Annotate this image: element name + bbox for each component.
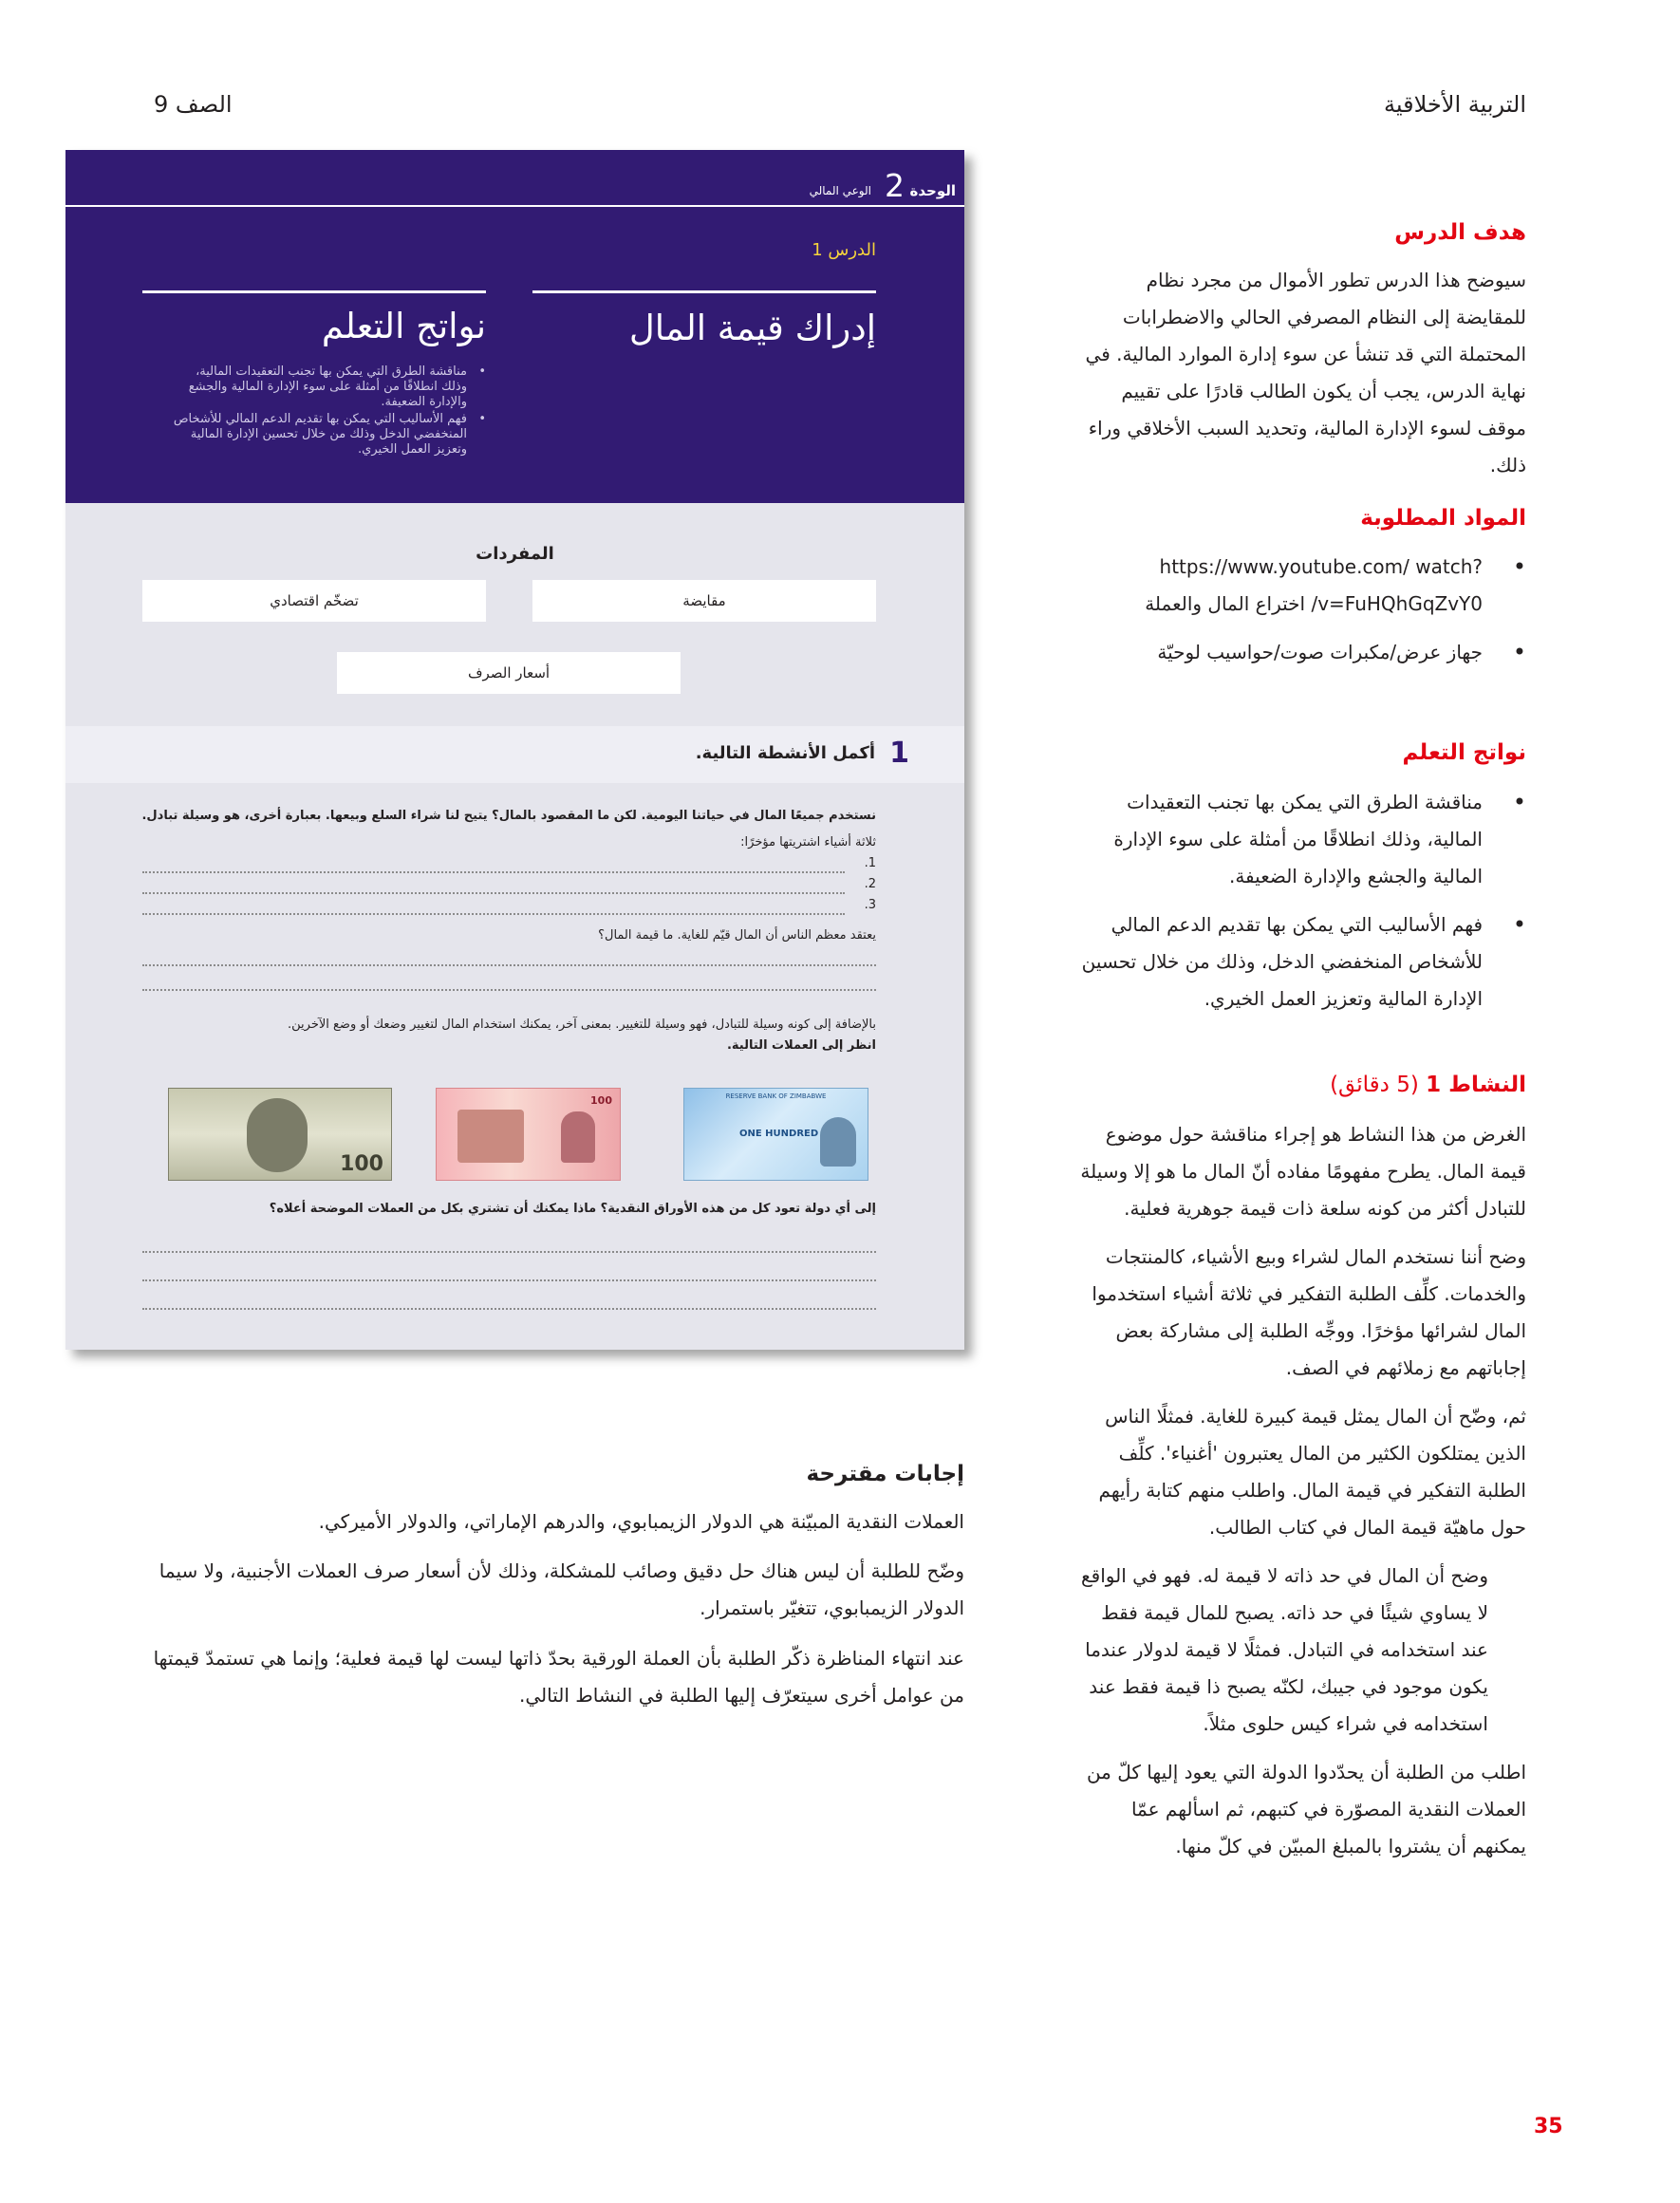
lesson-goal-title: هدف الدرس: [1394, 220, 1526, 245]
three-things-label: ثلاثة أشياء اشتريتها مؤخرًا:: [740, 835, 876, 849]
list-number: 2.: [864, 877, 876, 891]
page-number: 35: [1534, 2115, 1563, 2138]
outcomes-title: نواتج التعلم: [1402, 740, 1526, 765]
grade-header: الصف 9: [154, 91, 233, 118]
materials-item[interactable]: [1076, 549, 1526, 623]
book-outcomes-title: نواتج التعلم: [321, 306, 486, 346]
vocab-barter: مقايضة: [532, 580, 876, 622]
vocabulary-title: المفردات: [476, 544, 554, 564]
materials-list: [1076, 549, 1526, 671]
activity-paragraph: اطلب من الطلبة أن يحدّدوا الدولة التي يعود إليها كلّ من العملات النقدية المصوّرة في كتبهم، ثم اسألهم عمّا يمكنهم أن يشتروا بالمبلغ المبيّن في كلّ منها.: [1086, 1761, 1526, 1858]
activity-title: النشاط 1: [1426, 1073, 1526, 1097]
value-question: يعتقد معظم الناس أن المال قيّم للغاية. ما قيمة المال؟: [598, 928, 876, 943]
answer-line[interactable]: [142, 964, 876, 966]
book-outcomes-list: [173, 364, 486, 457]
unit-label: الوحدة: [909, 182, 956, 199]
answer-line[interactable]: [142, 913, 845, 915]
answer-line[interactable]: [142, 892, 845, 894]
vocab-exchange-rates: أسعار الصرف: [337, 652, 681, 694]
activity-time: (5 دقائق): [1330, 1073, 1419, 1097]
uae-portrait-shape: [561, 1111, 595, 1163]
book-activity-number: 1: [889, 737, 909, 770]
us-dollar-note: [168, 1088, 392, 1181]
book-outcome-item: • فهم الأساليب التي يمكن بها تقديم الدعم المالي للأشخاص المنخفضي الدخل وذلك من خلال تحسين الإدارة المالية وتعزيز العمل الخيري.: [173, 412, 486, 457]
answer-line[interactable]: [142, 1308, 876, 1310]
answer-line[interactable]: [142, 1279, 876, 1281]
lesson-title-rule: [532, 290, 876, 293]
answer-line[interactable]: [142, 989, 876, 991]
unit-divider: [65, 205, 964, 207]
answers-paragraph: عند انتهاء المناظرة ذكّر الطلبة بأن العملة الورقية بحدّ ذاتها ليست لها قيمة فعلية؛ وإنما هي تستمدّ قيمتها من عوامل أخرى سيتعرّف إليها الطلبة في النشاط التالي.: [153, 1647, 964, 1707]
answers-paragraph: العملات النقدية المبيّنة هي الدولار الزيمبابوي، والدرهم الإماراتي، والدولار الأميركي.: [318, 1510, 964, 1533]
vocab-inflation: تضخّم اقتصادي: [142, 580, 486, 622]
unit-name: الوعي المالي: [809, 184, 871, 197]
outcomes-title-rule: [142, 290, 486, 293]
outcome-item: • فهم الأساليب التي يمكن بها تقديم الدعم المالي للأشخاص المنخفضي الدخل، وذلك من خلال تحسين الإدارة المالية وتعزيز العمل الخيري.: [1076, 906, 1526, 1017]
zimbabwe-rock-shape: [820, 1117, 856, 1167]
video-link[interactable]: https://www.youtube.com/ watch?v=FuHQhGqZvY0/ اختراع المال والعملة: [1145, 555, 1483, 615]
outcome-item: • مناقشة الطرق التي يمكن بها تجنب التعقيدات المالية، وذلك انطلاقًا من أمثلة على سوء الإدارة المالية والجشع والإدارة الضعيفة.: [1076, 784, 1526, 895]
lesson-tag: الدرس 1: [812, 240, 876, 260]
answer-line[interactable]: [142, 871, 845, 873]
suggested-answers-title: إجابات مقترحة: [806, 1462, 964, 1486]
answers-paragraph: وضّح للطلبة أن ليس هناك حل دقيق وصائب للمشكلة، وذلك لأن أسعار صرف العملات الأجنبية، ولا سيما الدولار الزيمبابوي، تتغيّر باستمرار.: [159, 1559, 964, 1619]
activity-paragraph: ثم، وضّح أن المال يمثل قيمة كبيرة للغاية. فمثلًا الناس الذين يمتلكون الكثير من المال يعتبرون 'أغنياء'. كلِّف الطلبة التفكير في قيمة المال. واطلب منهم كتابة رأيهم حول ماهيّة قيمة المال في كتاب الطالب.: [1098, 1405, 1526, 1539]
activity-paragraph: الغرض من هذا النشاط هو إجراء مناقشة حول موضوع قيمة المال. يطرح مفهومًا مفاده أنّ المال ما هو إلا وسيلة للتبادل أكثر من كونه سلعة ذات قيمة جوهرية فعلية.: [1080, 1123, 1526, 1220]
us-portrait-shape: [247, 1098, 308, 1172]
activity-paragraphs: [1076, 1116, 1526, 1865]
materials-title: المواد المطلوبة: [1360, 506, 1526, 531]
lesson-title: إدراك قيمة المال: [628, 308, 876, 348]
intro-text: نستخدم جميعًا المال في حياتنا اليومية. لكن ما المقصود بالمال؟ يتيح لنا شراء السلع وبيعها. بعبارة أخرى، هو وسيلة تبادل.: [141, 809, 876, 823]
uae-note-amount: 100: [590, 1094, 612, 1107]
subject-header: التربية الأخلاقية: [1384, 91, 1526, 118]
outcomes-list: [1076, 784, 1526, 1017]
zimbabwe-dollar-note: [683, 1088, 868, 1181]
activity-paragraph: وضح أن المال في حد ذاته لا قيمة له. فهو في الواقع لا يساوي شيئًا في حد ذاته. يصبح للمال قيمة فقط عند استخدامه في التبادل. فمثلًا لا قيمة لدولار عندما يكون موجود في جيبك، لكنّه يصبح ذا قيمة فقط عند استخدامه في شراء كيس حلوى مثلاً.: [1081, 1564, 1488, 1735]
us-note-amount: 100: [340, 1152, 383, 1176]
uae-dirham-note: [436, 1088, 621, 1181]
activity-paragraph: وضح أننا نستخدم المال لشراء وبيع الأشياء، كالمنتجات والخدمات. كلِّف الطلبة التفكير في ثلاثة أشياء استخدموا المال لشرائها مؤخرًا. ووجِّه الطلبة إلى مشاركة بعض إجاباتهم مع زملائهم في الصف.: [1092, 1245, 1526, 1379]
currency-question: إلى أي دولة تعود كل من هذه الأوراق النقدية؟ ماذا يمكنك أن تشتري بكل من العملات الموضحة أعلاه؟: [269, 1202, 876, 1216]
uae-fort-shape: [457, 1110, 524, 1163]
student-book-page: [65, 150, 964, 1350]
zimbabwe-note-header: RESERVE BANK OF ZIMBABWE: [725, 1092, 827, 1100]
list-number: 1.: [864, 856, 876, 870]
lesson-goal-text: سيوضح هذا الدرس تطور الأموال من مجرد نظام للمقايضة إلى النظام المصرفي الحالي والاضطرابات المحتملة التي قد تنشأ عن سوء إدارة الموارد المالية. في نهاية الدرس، يجب أن يكون الطالب قادرًا على تقييم موقف لسوء الإدارة المالية، وتحديد السبب الأخلاقي وراء ذلك.: [1085, 269, 1526, 476]
list-number: 3.: [864, 898, 876, 912]
activity-heading: [1076, 1073, 1526, 1097]
zimbabwe-note-amount: ONE HUNDRED: [739, 1129, 819, 1139]
look-text: انظر إلى العملات التالية.: [726, 1038, 876, 1053]
materials-item: • جهاز عرض/مكبرات صوت/حواسيب لوحيّة: [1076, 634, 1526, 671]
banknotes-row: [168, 1088, 868, 1183]
book-outcome-item: • مناقشة الطرق التي يمكن بها تجنب التعقيدات المالية، وذلك انطلاقًا من أمثلة على سوء الإدارة المالية والجشع والإدارة الضعيفة.: [173, 364, 486, 410]
unit-number: 2: [885, 167, 905, 204]
book-activity-title: أكمل الأنشطة التالية.: [695, 743, 875, 763]
exchange-text: بالإضافة إلى كونه وسيلة للتبادل، فهو وسيلة للتغيير. بمعنى آخر، يمكنك استخدام المال لتغيير وضعك أو وضع الآخرين.: [288, 1017, 876, 1032]
answer-line[interactable]: [142, 1251, 876, 1253]
